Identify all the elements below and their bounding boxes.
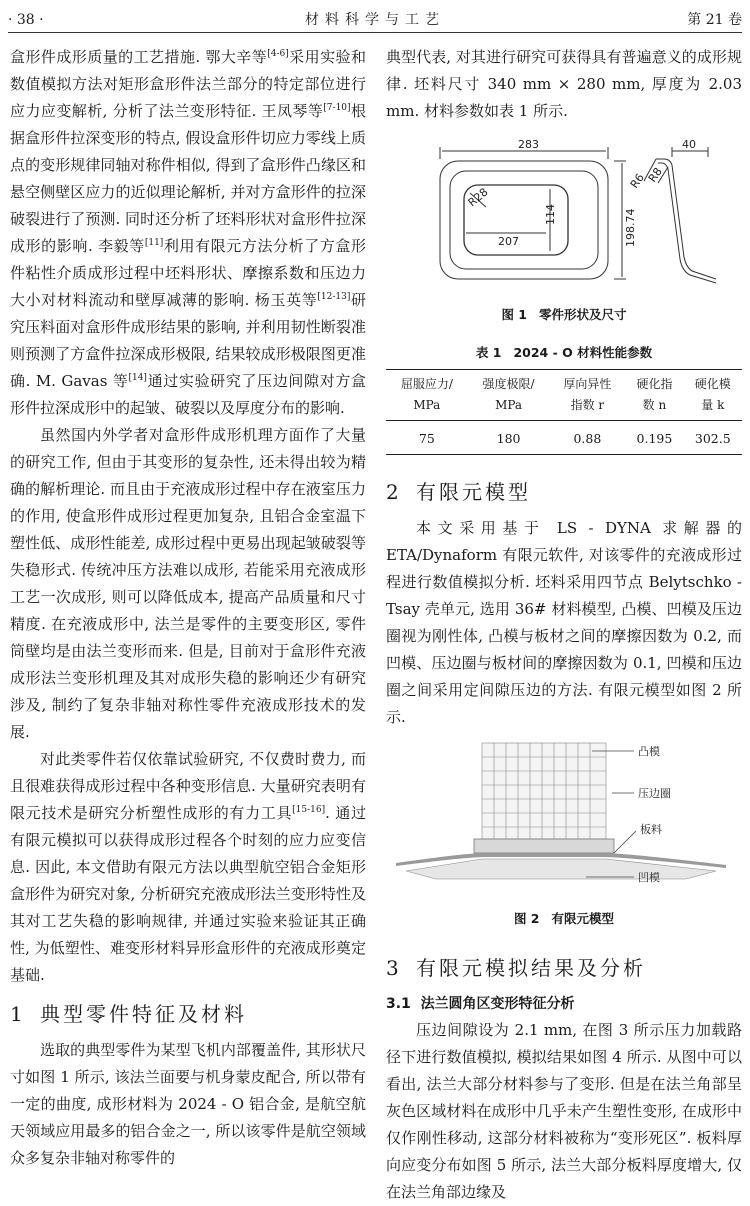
label-sheet: 板料 bbox=[640, 823, 662, 836]
figure-2-caption: 图 2 有限元模型 bbox=[513, 911, 615, 926]
table-cell: 75 bbox=[386, 421, 468, 455]
figure-1 bbox=[386, 137, 742, 325]
page-number: · 38 · bbox=[8, 12, 44, 28]
dim-inner-height: 114 bbox=[544, 204, 557, 225]
paragraph-method: 对此类零件若仅依靠试验研究, 不仅费时费力, 而且很难获得成形过程中各种变形信息. 大量研究表明有限元技术是研究分析塑性成形的有力工具[15-16]. 通过有限元模拟可以获得成形过程各个时刻的应力应变信息. 因此, 本文借助有限元方法以典型航空铝合金矩形盒形件为研究对象, 分析研究充液成形法兰变形特性及其对工艺失稳的影响规律, 并通过实验来验证其正确性, 为低塑性、难变形材料异形盒形件的充液成形奠定基础. bbox=[10, 750, 366, 984]
dim-inner-width: 207 bbox=[498, 235, 519, 248]
table-cell: 302.5 bbox=[684, 421, 742, 455]
dim-r8: R8 bbox=[645, 165, 665, 185]
table-header-cell: 硬化指 数 n bbox=[625, 370, 683, 421]
fe-model-drawing bbox=[386, 737, 742, 887]
right-column bbox=[386, 44, 742, 1206]
label-blank-holder: 压边圈 bbox=[638, 787, 671, 800]
label-die: 凹模 bbox=[638, 871, 660, 884]
dim-40: 40 bbox=[682, 138, 696, 151]
table-1 bbox=[386, 343, 742, 455]
label-punch: 凸模 bbox=[638, 745, 660, 758]
dim-r28: R28 bbox=[465, 185, 491, 210]
part-drawing bbox=[386, 137, 742, 293]
paragraph-results: 压边间隙设为 2.1 mm, 在图 3 所示压力加载路径下进行数值模拟, 模拟结果如图 4 所示. 从图中可以看出, 法兰大部分材料参与了变形. 但是在法兰角部呈灰色区域材料在成形中几乎未产生塑性变形, 在成形中仅作刚性移动, 这部分材料被称为“变形死区”. 板料厚向应变分布如图 5 所示, 法兰大部分板料厚度增大, 仅在法兰角部边缘及 bbox=[386, 1021, 742, 1201]
section-heading-1: 1 典型零件特征及材料 bbox=[10, 1002, 247, 1026]
citation[interactable]: [15-16] bbox=[292, 805, 326, 815]
subsection-heading-3-1: 3.1 法兰圆角区变形特征分析 bbox=[386, 996, 575, 1012]
section-heading-3: 3 有限元模拟结果及分析 bbox=[386, 956, 646, 980]
table-header-cell: 屈服应力/ MPa bbox=[386, 370, 468, 421]
table-cell: 0.195 bbox=[625, 421, 683, 455]
paragraph-part-description: 选取的典型零件为某型飞机内部覆盖件, 其形状尺寸如图 1 所示, 该法兰面要与机身蒙皮配合, 所以带有一定的曲度, 成形材料为 2024 - O 铝合金, 是航空航天领域应用最多的铝合金之一, 所以该零件是航空领域众多复杂非轴对称零件的 bbox=[10, 1041, 366, 1167]
paragraph-motivation: 虽然国内外学者对盒形件成形机理方面作了大量的研究工作, 但由于其变形的复杂性, 还未得出较为精确的解析理论. 而且由于充液成形过程中存在液室压力的作用, 使盒形件成形过程更加复杂, 且铝合金室温下塑性低、成形性能差, 成形过程中更易出现起皱破裂等失稳形式. 传统冲压方法难以成形, 若能采用充液成形工艺一次成形, 则可以降低成本, 提高产品质量和尺寸精度. 在充液成形中, 法兰是零件的主要变形区, 零件筒壁均是由法兰变形而来. 但是, 目前对于盒形件充液成形法兰变形机理及其对成形失稳的影响还少有研究涉及, 制约了复杂非轴对称性零件充液成形技术的发展. bbox=[10, 426, 366, 741]
volume-label: 第 21 卷 bbox=[687, 12, 742, 28]
table-cell: 180 bbox=[468, 421, 550, 455]
dim-height: 198.74 bbox=[624, 208, 637, 247]
table-header-cell: 强度极限/ MPa bbox=[468, 370, 550, 421]
figure-2 bbox=[386, 737, 742, 929]
table-header-cell: 厚向异性 指数 r bbox=[549, 370, 625, 421]
table-header-cell: 硬化模 量 k bbox=[684, 370, 742, 421]
figure-1-caption: 图 1 零件形状及尺寸 bbox=[501, 307, 627, 322]
citation[interactable]: [14] bbox=[128, 373, 147, 383]
table-1-caption: 表 1 2024 - O 材料性能参数 bbox=[475, 345, 653, 360]
paragraph-fe-model: 本文采用基于 LS - DYNA 求解器的 ETA/Dynaform 有限元软件, 对该零件的充液成形过程进行数值模拟分析. 坯料采用四节点 Belytschko - Tsay 壳单元, 选用 36# 材料模型, 凸模、凹模及压边圈视为刚性体, 凸模与板材之间的摩擦因数为 0.2, 而凹模、压边圈与板材间的摩擦因数为 0.1, 凹模和压边圈之间采用定间隙压边的方法. 有限元模型如图 2 所示. bbox=[386, 519, 742, 726]
page-header bbox=[8, 8, 742, 33]
paragraph-literature-review: 盒形件成形质量的工艺措施. 鄂大辛等[4-6]采用实验和数值模拟方法对矩形盒形件法兰部分的特定部位进行应力应变解析, 分析了法兰变形特征. 王凤琴等[7-10]根据盒形件拉深变形的特点, 假设盒形件切应力零线上质点的变形规律同轴对称件相似, 得到了盒形件凸缘区和悬空侧壁区应力的近似理论解析, 并对方盒形件的拉深破裂进行了预测. 同时还分析了坯料形状对盒形件拉深成形的影响. 李毅等[11]利用有限元方法分析了方盒形件粘性介质成形过程中坯料形状、摩擦系数和压边力大小对材料流动和壁厚减薄的影响. 杨玉英等[12-13]研究压料面对盒形件成形结果的影响, 并利用韧性断裂准则预测了方盒件拉深成形极限, 结果较成形极限图更准确. M. Gavas 等[14]通过实验研究了压边间隙对方盒形件拉深成形中的起皱、破裂以及厚度分布的影响. bbox=[10, 48, 366, 417]
journal-title: 材料科学与工艺 bbox=[305, 12, 445, 28]
dim-width: 283 bbox=[518, 138, 539, 151]
dim-r6: R6 bbox=[627, 171, 647, 191]
citation[interactable]: [7-10] bbox=[323, 103, 351, 113]
citation[interactable]: [12-13] bbox=[317, 292, 351, 302]
table-cell: 0.88 bbox=[549, 421, 625, 455]
table-header-row bbox=[386, 370, 742, 421]
paragraph-blank-size: 典型代表, 对其进行研究可获得具有普遍意义的成形规律. 坯料尺寸 340 mm × 280 mm, 厚度为 2.03 mm. 材料参数如表 1 所示. bbox=[386, 48, 742, 120]
left-column bbox=[10, 44, 366, 1172]
citation[interactable]: [4-6] bbox=[267, 49, 289, 59]
table-row bbox=[386, 421, 742, 455]
material-params-table bbox=[386, 369, 742, 455]
citation[interactable]: [11] bbox=[144, 238, 164, 248]
section-heading-2: 2 有限元模型 bbox=[386, 480, 531, 504]
